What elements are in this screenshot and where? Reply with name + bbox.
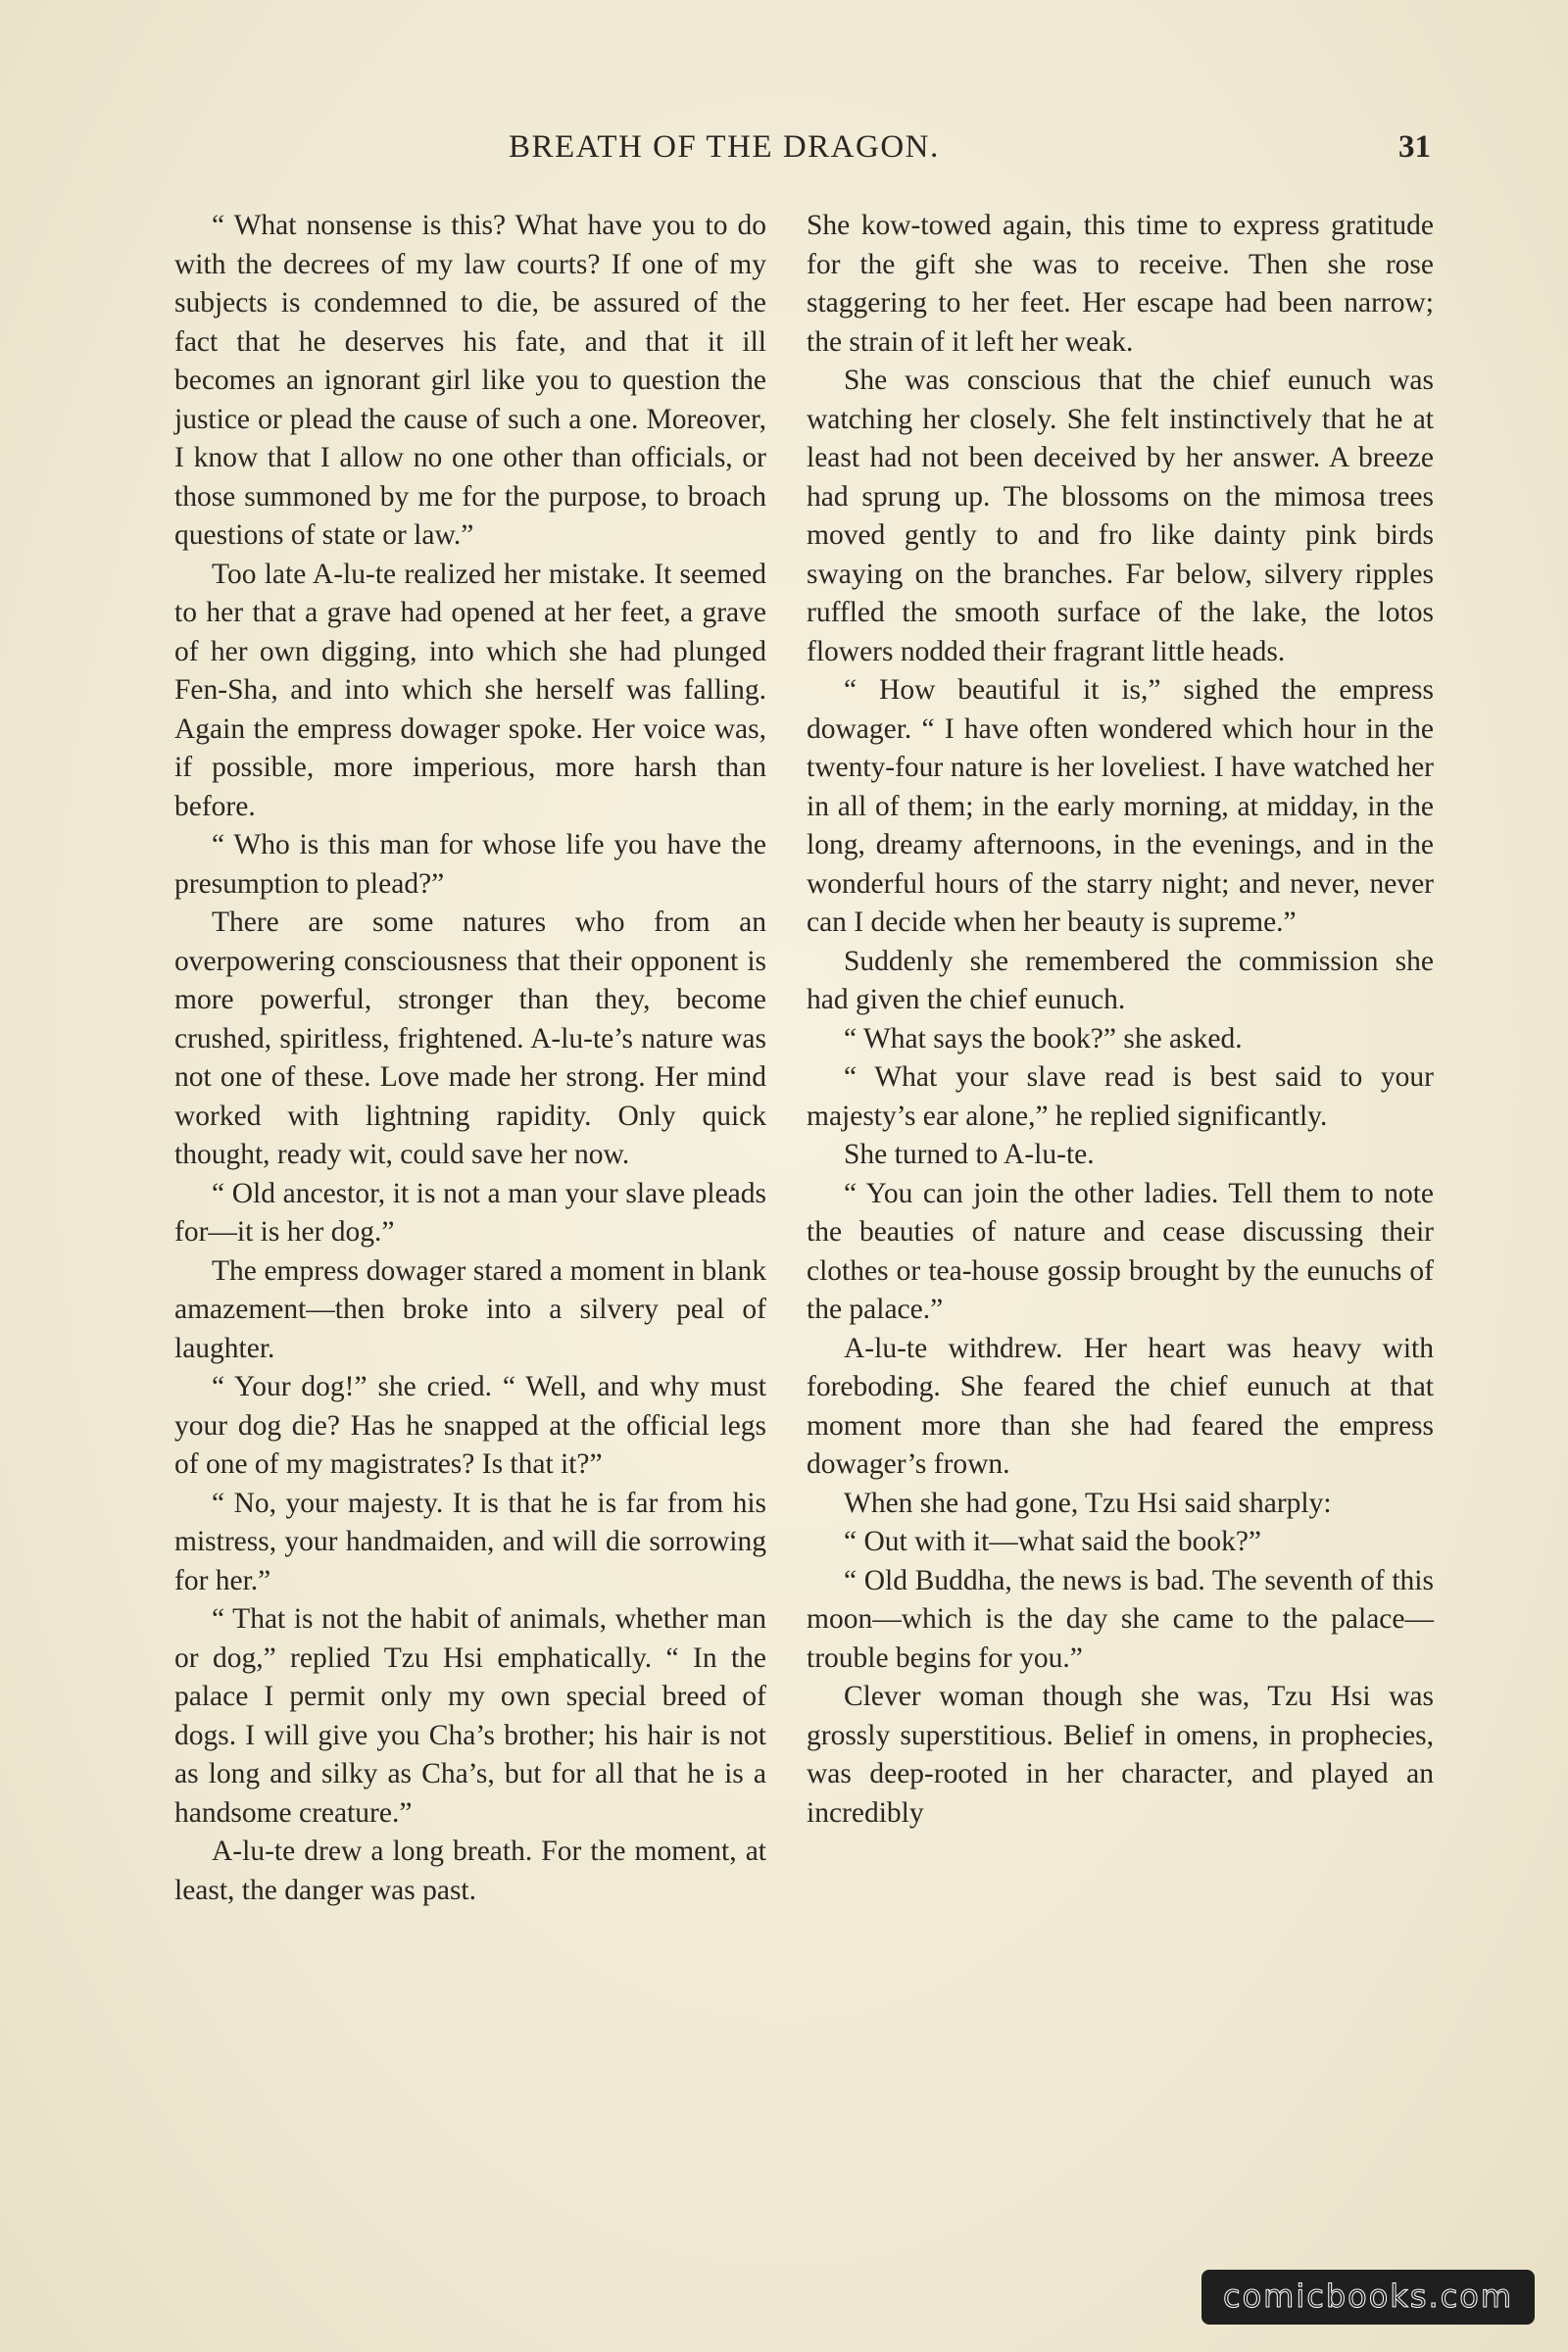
paragraph: When she had gone, Tzu Hsi said sharply:: [844, 1487, 1332, 1519]
paragraph: “ What says the book?” she asked.: [844, 1022, 1243, 1054]
paragraph: “ That is not the habit of animals, whether man or dog,” replied Tzu Hsi emphatically. “ In the palace I permit only my own special breed of dogs. I will give you Cha’s brother; his hair is not as long and silky as Cha’s, but for all that he is a handsome creature.”: [174, 1603, 766, 1829]
paragraph: There are some natures who from an overpowering consciousness that their opponent is more powerful, stronger than they, become crushed, spiritless, frightened. A-lu-te’s nature was not one of these. Love made her strong. Her mind worked with lightning rapidity. Only quick thought, ready wit, could save her now.: [174, 906, 766, 1170]
paragraph: “ Out with it—what said the book?”: [844, 1526, 1262, 1557]
page-number: 31: [1398, 129, 1431, 165]
paragraph-continued: She kow-towed again, this time to express gratitude for the gift she was to receive. Then she rose staggering to her feet. Her escape had been narrow; the strain of it left her weak.: [807, 210, 1434, 358]
right-column: [807, 207, 1434, 1833]
paragraph: Suddenly she remembered the commission she had given the chief eunuch.: [807, 945, 1434, 1015]
paragraph: “ Old Buddha, the news is bad. The seventh of this moon—which is the day she came to the palace—trouble begins for you.”: [807, 1564, 1434, 1674]
paragraph: A-lu-te withdrew. Her heart was heavy with foreboding. She feared the chief eunuch at that moment more than she had feared the empress dowager’s frown.: [807, 1332, 1434, 1480]
paragraph: “ What nonsense is this? What have you to do with the decrees of my law courts? If one of my subjects is condemned to die, be assured of the fact that he deserves his fate, and that it ill becomes an ignorant girl like you to question the justice or plead the cause of such a one. Moreover, I know that I allow no one other than officials, or those summoned by me for the purpose, to broach questions of state or law.”: [174, 210, 766, 551]
running-head: [509, 129, 1431, 178]
paragraph: “ Old ancestor, it is not a man your slave pleads for—it is her dog.”: [174, 1177, 766, 1248]
paragraph: Clever woman though she was, Tzu Hsi was grossly superstitious. Belief in omens, in prophecies, was deep-rooted in her character, and played an incredibly: [807, 1681, 1434, 1829]
paragraph: “ Who is this man for whose life you have the presumption to plead?”: [174, 829, 766, 900]
paragraph: She turned to A-lu-te.: [844, 1139, 1095, 1170]
paragraph: “ What your slave read is best said to your majesty’s ear alone,” he replied significantly.: [807, 1061, 1434, 1132]
paragraph: The empress dowager stared a moment in blank amazement—then broke into a silvery peal of laughter.: [174, 1254, 766, 1364]
paragraph: “ How beautiful it is,” sighed the empress dowager. “ I have often wondered which hour in the twenty-four nature is her loveliest. I have watched her in all of them; in the early morning, at midday, in the long, dreamy afternoons, in the evenings, and in the wonderful hours of the starry night; and never, never can I decide when her beauty is supreme.”: [807, 674, 1434, 938]
paragraph: “ You can join the other ladies. Tell them to note the beauties of nature and cease discussing their clothes or tea-house gossip brought by the eunuchs of the palace.”: [807, 1177, 1434, 1325]
left-column: [174, 207, 766, 1910]
paragraph: “ Your dog!” she cried. “ Well, and why must your dog die? Has he snapped at the official legs of one of my magistrates? Is that it?”: [174, 1371, 766, 1480]
paragraph: A-lu-te drew a long breath. For the moment, at least, the danger was past.: [174, 1836, 766, 1906]
paragraph: Too late A-lu-te realized her mistake. It seemed to her that a grave had opened at her feet, a grave of her own digging, into which she had plunged Fen-Sha, and into which she herself was falling. Again the empress dowager spoke. Her voice was, if possible, more imperious, more harsh than before.: [174, 558, 766, 822]
paragraph: She was conscious that the chief eunuch was watching her closely. She felt instinctively that he at least had not been deceived by her answer. A breeze had sprung up. The blossoms on the mimosa trees moved gently to and fro like dainty pink birds swaying on the branches. Far below, silvery ripples ruffled the smooth surface of the lake, the lotos flowers nodded their fragrant little heads.: [807, 365, 1434, 667]
watermark: comicbooks.com: [1201, 2270, 1535, 2325]
paragraph: “ No, your majesty. It is that he is far from his mistress, your handmaiden, and will die sorrowing for her.”: [174, 1487, 766, 1596]
running-title: BREATH OF THE DRAGON.: [509, 129, 940, 165]
